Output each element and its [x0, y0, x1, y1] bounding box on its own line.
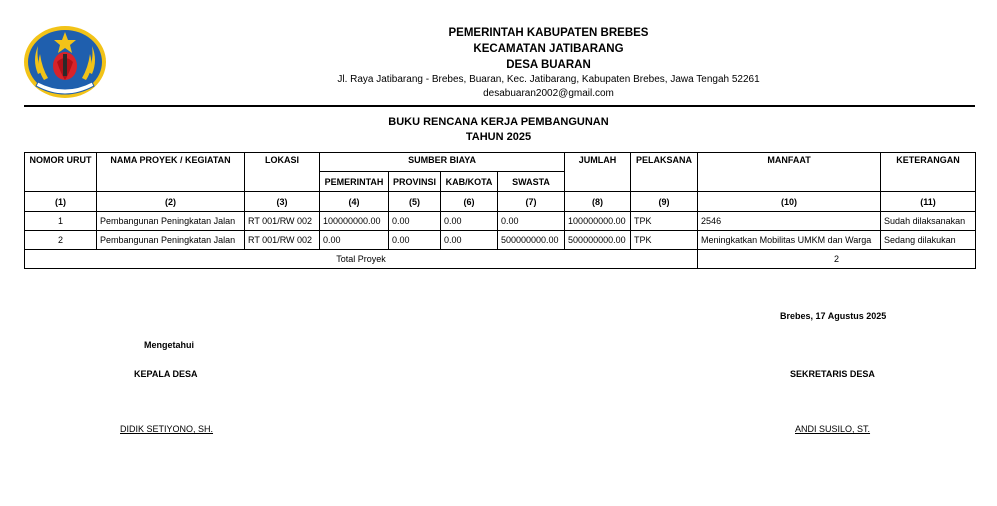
cell-manfaat: Meningkatkan Mobilitas UMKM dan Warga [698, 231, 881, 250]
table-row [25, 212, 976, 231]
cell-nama: Pembangunan Peningkatan Jalan [97, 212, 245, 231]
cell-provinsi: 0.00 [389, 231, 441, 250]
rencana-kerja-table [24, 152, 976, 269]
cell-pelaksana: TPK [631, 212, 698, 231]
header-pelaksana: PELAKSANA [631, 153, 698, 192]
cell-lokasi: RT 001/RW 002 [245, 212, 320, 231]
letterhead-divider [24, 105, 975, 107]
column-number: (9) [631, 192, 698, 212]
column-number: (8) [565, 192, 631, 212]
cell-swasta: 0.00 [498, 212, 565, 231]
header-line1: PEMERINTAH KABUPATEN BREBES [448, 27, 649, 39]
total-row [25, 250, 976, 269]
sekretaris-desa-name: ANDI SUSILO, ST. [795, 424, 871, 434]
cell-swasta: 500000000.00 [498, 231, 565, 250]
total-value: 2 [698, 250, 976, 269]
header-address: Jl. Raya Jatibarang - Brebes, Buaran, Kec. Jatibarang, Kabupaten Brebes, Jawa Tengah 52261 [337, 74, 760, 85]
header-swasta: SWASTA [498, 172, 565, 192]
cell-no: 1 [25, 212, 97, 231]
mengetahui-label: Mengetahui [144, 340, 195, 350]
header-sumber-biaya: SUMBER BIAYA [320, 153, 565, 172]
cell-nama: Pembangunan Peningkatan Jalan [97, 231, 245, 250]
cell-keterangan: Sedang dilakukan [881, 231, 976, 250]
title-line2: TAHUN 2025 [465, 131, 532, 143]
column-number: (5) [389, 192, 441, 212]
total-label: Total Proyek [25, 250, 698, 269]
column-number: (10) [698, 192, 881, 212]
cell-pelaksana: TPK [631, 231, 698, 250]
header-provinsi: PROVINSI [389, 172, 441, 192]
cell-lokasi: RT 001/RW 002 [245, 231, 320, 250]
header-manfaat: MANFAAT [698, 153, 881, 192]
header-line3: DESA BUARAN [506, 59, 591, 71]
cell-provinsi: 0.00 [389, 212, 441, 231]
cell-keterangan: Sudah dilaksanakan [881, 212, 976, 231]
column-number: (7) [498, 192, 565, 212]
document-title [0, 115, 997, 145]
column-number: (4) [320, 192, 389, 212]
kepala-desa-name: DIDIK SETIYONO, SH. [120, 424, 214, 434]
header-pemerintah: PEMERINTAH [320, 172, 389, 192]
cell-manfaat: 2546 [698, 212, 881, 231]
cell-jumlah: 100000000.00 [565, 212, 631, 231]
column-number: (3) [245, 192, 320, 212]
header-nomor-urut: NOMOR URUT [25, 153, 97, 192]
place-date: Brebes, 17 Agustus 2025 [780, 311, 887, 321]
column-number: (6) [441, 192, 498, 212]
header-keterangan: KETERANGAN [881, 153, 976, 192]
column-number: (11) [881, 192, 976, 212]
header-nama-proyek: NAMA PROYEK / KEGIATAN [97, 153, 245, 192]
header-line2: KECAMATAN JATIBARANG [473, 43, 624, 55]
kepala-desa-role: KEPALA DESA [134, 369, 198, 379]
letterhead [0, 25, 997, 101]
title-line1: BUKU RENCANA KERJA PEMBANGUNAN [388, 116, 609, 128]
cell-kabkota: 0.00 [441, 212, 498, 231]
column-number: (2) [97, 192, 245, 212]
cell-kabkota: 0.00 [441, 231, 498, 250]
cell-no: 2 [25, 231, 97, 250]
cell-pemerintah: 0.00 [320, 231, 389, 250]
column-number: (1) [25, 192, 97, 212]
table-row [25, 231, 976, 250]
sekretaris-desa-role: SEKRETARIS DESA [790, 369, 875, 379]
header-jumlah: JUMLAH [565, 153, 631, 192]
cell-jumlah: 500000000.00 [565, 231, 631, 250]
cell-pemerintah: 100000000.00 [320, 212, 389, 231]
header-email: desabuaran2002@gmail.com [483, 88, 614, 99]
header-kabkota: KAB/KOTA [441, 172, 498, 192]
header-lokasi: LOKASI [245, 153, 320, 192]
